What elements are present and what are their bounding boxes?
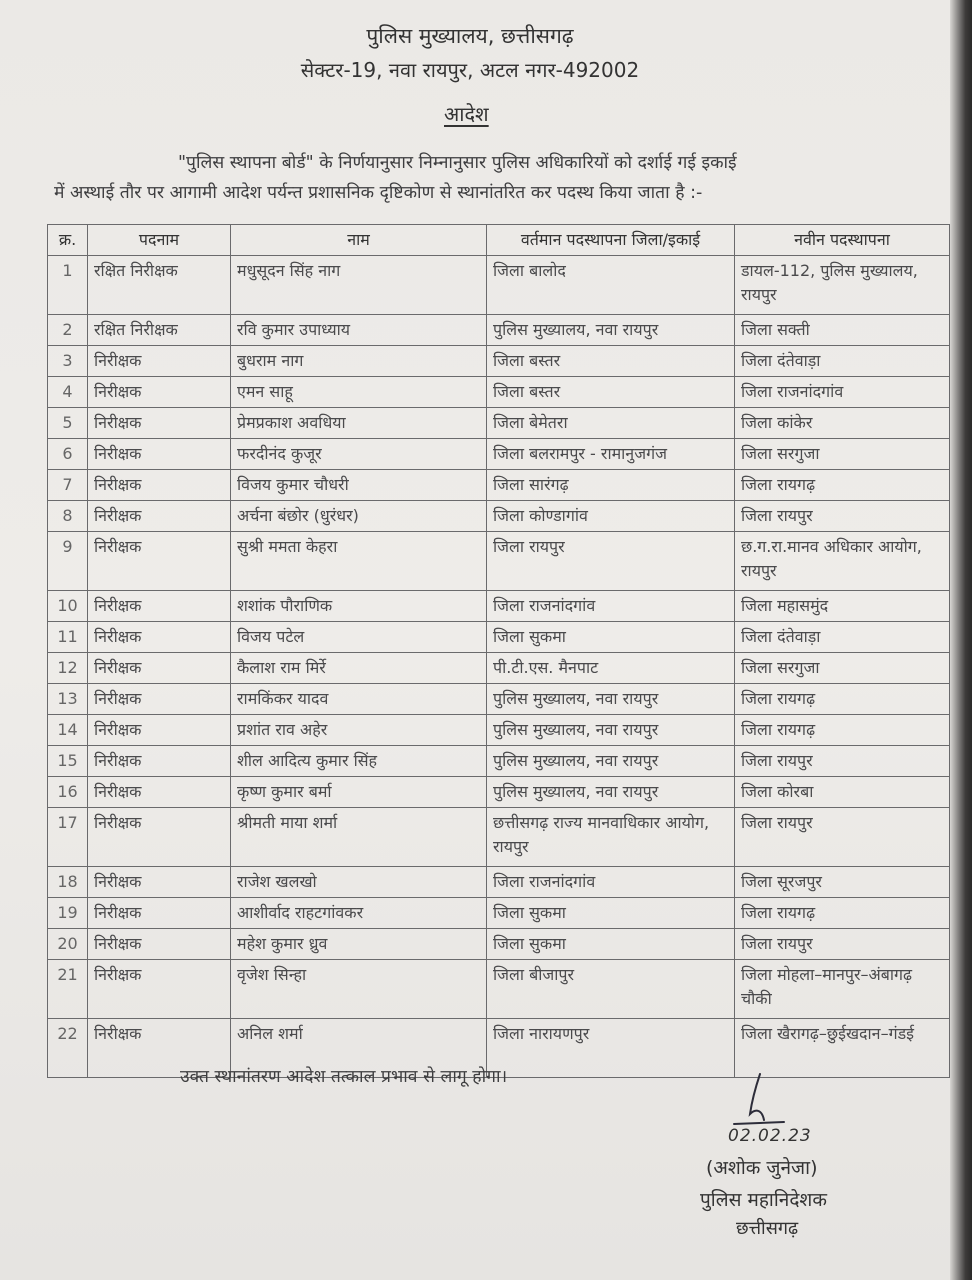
cell-new-posting: जिला दंतेवाड़ा: [735, 622, 950, 653]
cell-new-posting: डायल-112, पुलिस मुख्यालय, रायपुर: [735, 256, 950, 315]
cell-current-posting: जिला सुकमा: [487, 898, 735, 929]
cell-current-posting: छत्तीसगढ़ राज्य मानवाधिकार आयोग, रायपुर: [487, 808, 735, 867]
cell-name: सुश्री ममता केहरा: [231, 532, 487, 591]
cell-current-posting: जिला राजनांदगांव: [487, 591, 735, 622]
cell-current-posting: जिला बेमेतरा: [487, 408, 735, 439]
cell-new-posting: जिला मोहला–मानपुर–अंबागढ़ चौकी: [735, 960, 950, 1019]
cell-new-posting: जिला रायगढ़: [735, 898, 950, 929]
cell-sr: 3: [48, 346, 88, 377]
cell-new-posting: जिला महासमुंद: [735, 591, 950, 622]
cell-new-posting: जिला रायगढ़: [735, 684, 950, 715]
cell-current-posting: पुलिस मुख्यालय, नवा रायपुर: [487, 315, 735, 346]
cell-current-posting: जिला सुकमा: [487, 622, 735, 653]
cell-name: कृष्ण कुमार बर्मा: [231, 777, 487, 808]
cell-current-posting: जिला बस्तर: [487, 346, 735, 377]
cell-designation: निरीक्षक: [88, 867, 231, 898]
cell-name: श्रीमती माया शर्मा: [231, 808, 487, 867]
transfer-table: [47, 224, 950, 1078]
cell-designation: निरीक्षक: [88, 1019, 231, 1078]
cell-designation: रक्षित निरीक्षक: [88, 315, 231, 346]
cell-new-posting: छ.ग.रा.मानव अधिकार आयोग, रायपुर: [735, 532, 950, 591]
cell-sr: 1: [48, 256, 88, 315]
col-header-new-posting: नवीन पदस्थापना: [735, 225, 950, 256]
cell-designation: निरीक्षक: [88, 439, 231, 470]
cell-current-posting: जिला रायपुर: [487, 532, 735, 591]
signatory-designation: पुलिस महानिदेशक: [700, 1189, 827, 1211]
cell-new-posting: जिला रायपुर: [735, 746, 950, 777]
cell-designation: निरीक्षक: [88, 653, 231, 684]
col-header-name: नाम: [231, 225, 487, 256]
table-row: [48, 346, 950, 377]
cell-sr: 12: [48, 653, 88, 684]
cell-designation: निरीक्षक: [88, 591, 231, 622]
cell-name: शील आदित्य कुमार सिंह: [231, 746, 487, 777]
intro-line-1: "पुलिस स्थापना बोर्ड" के निर्णयानुसार निम्नानुसार पुलिस अधिकारियों को दर्शाई गई इकाई: [178, 153, 737, 173]
table-row: [48, 867, 950, 898]
signature-date: 02.02.23: [728, 1126, 812, 1146]
signature-mark: [722, 1070, 792, 1130]
office-address: सेक्टर-19, नवा रायपुर, अटल नगर-492002: [300, 58, 640, 82]
table-row: [48, 653, 950, 684]
cell-designation: निरीक्षक: [88, 470, 231, 501]
table-header-row: [48, 225, 950, 256]
effect-statement: उक्त स्थानांतरण आदेश तत्काल प्रभाव से लागू होगा।: [180, 1067, 508, 1087]
cell-new-posting: जिला रायपुर: [735, 501, 950, 532]
cell-designation: निरीक्षक: [88, 408, 231, 439]
cell-current-posting: जिला बालोद: [487, 256, 735, 315]
table-row: [48, 622, 950, 653]
table-row: [48, 256, 950, 315]
cell-name: वृजेश सिन्हा: [231, 960, 487, 1019]
cell-sr: 18: [48, 867, 88, 898]
cell-sr: 10: [48, 591, 88, 622]
cell-name: महेश कुमार ध्रुव: [231, 929, 487, 960]
cell-current-posting: जिला कोण्डागांव: [487, 501, 735, 532]
cell-new-posting: जिला सूरजपुर: [735, 867, 950, 898]
cell-current-posting: जिला सारंगढ़: [487, 470, 735, 501]
col-header-sr: क्र.: [48, 225, 88, 256]
cell-designation: निरीक्षक: [88, 777, 231, 808]
cell-designation: निरीक्षक: [88, 898, 231, 929]
cell-designation: निरीक्षक: [88, 746, 231, 777]
cell-new-posting: जिला सरगुजा: [735, 653, 950, 684]
cell-sr: 16: [48, 777, 88, 808]
cell-name: शशांक पौराणिक: [231, 591, 487, 622]
cell-current-posting: जिला राजनांदगांव: [487, 867, 735, 898]
cell-current-posting: पुलिस मुख्यालय, नवा रायपुर: [487, 777, 735, 808]
cell-new-posting: जिला दंतेवाड़ा: [735, 346, 950, 377]
cell-designation: निरीक्षक: [88, 929, 231, 960]
cell-current-posting: पुलिस मुख्यालय, नवा रायपुर: [487, 746, 735, 777]
cell-current-posting: जिला बस्तर: [487, 377, 735, 408]
cell-designation: निरीक्षक: [88, 532, 231, 591]
cell-new-posting: जिला सरगुजा: [735, 439, 950, 470]
table-row: [48, 746, 950, 777]
cell-sr: 21: [48, 960, 88, 1019]
table-row: [48, 929, 950, 960]
cell-new-posting: जिला रायगढ़: [735, 715, 950, 746]
order-title: आदेश: [444, 102, 489, 126]
cell-sr: 4: [48, 377, 88, 408]
cell-new-posting: जिला कोरबा: [735, 777, 950, 808]
cell-current-posting: जिला सुकमा: [487, 929, 735, 960]
intro-line-2: में अस्थाई तौर पर आगामी आदेश पर्यन्त प्रशासनिक दृष्टिकोण से स्थानांतरित कर पदस्थ किया जाता है :-: [54, 183, 703, 203]
cell-sr: 9: [48, 532, 88, 591]
table-row: [48, 439, 950, 470]
cell-designation: निरीक्षक: [88, 501, 231, 532]
table-row: [48, 808, 950, 867]
cell-sr: 19: [48, 898, 88, 929]
table-row: [48, 501, 950, 532]
cell-new-posting: जिला राजनांदगांव: [735, 377, 950, 408]
table-row: [48, 684, 950, 715]
cell-designation: रक्षित निरीक्षक: [88, 256, 231, 315]
cell-new-posting: जिला खैरागढ़–छुईखदान–गंडई: [735, 1019, 950, 1078]
cell-new-posting: जिला सक्ती: [735, 315, 950, 346]
cell-sr: 11: [48, 622, 88, 653]
cell-designation: निरीक्षक: [88, 346, 231, 377]
cell-designation: निरीक्षक: [88, 960, 231, 1019]
cell-name: रवि कुमार उपाध्याय: [231, 315, 487, 346]
cell-name: राजेश खलखो: [231, 867, 487, 898]
cell-designation: निरीक्षक: [88, 377, 231, 408]
cell-name: विजय कुमार चौधरी: [231, 470, 487, 501]
cell-sr: 20: [48, 929, 88, 960]
cell-designation: निरीक्षक: [88, 622, 231, 653]
table-row: [48, 377, 950, 408]
signatory-state: छत्तीसगढ़: [736, 1218, 799, 1239]
cell-current-posting: जिला बीजापुर: [487, 960, 735, 1019]
table-row: [48, 315, 950, 346]
cell-designation: निरीक्षक: [88, 684, 231, 715]
signatory-name: (अशोक जुनेजा): [706, 1157, 818, 1179]
cell-sr: 7: [48, 470, 88, 501]
cell-name: बुधराम नाग: [231, 346, 487, 377]
cell-sr: 14: [48, 715, 88, 746]
cell-name: एमन साहू: [231, 377, 487, 408]
page-edge-shadow: [950, 0, 972, 1280]
table-row: [48, 408, 950, 439]
col-header-designation: पदनाम: [88, 225, 231, 256]
col-header-current-posting: वर्तमान पदस्थापना जिला/इकाई: [487, 225, 735, 256]
cell-name: रामकिंकर यादव: [231, 684, 487, 715]
cell-new-posting: जिला कांकेर: [735, 408, 950, 439]
table-row: [48, 898, 950, 929]
cell-name: अर्चना बंछोर (धुरंधर): [231, 501, 487, 532]
cell-current-posting: जिला नारायणपुर: [487, 1019, 735, 1078]
cell-name: फरदीनंद कुजूर: [231, 439, 487, 470]
cell-sr: 8: [48, 501, 88, 532]
cell-name: विजय पटेल: [231, 622, 487, 653]
cell-current-posting: पुलिस मुख्यालय, नवा रायपुर: [487, 715, 735, 746]
cell-name: आशीर्वाद राहटगांवकर: [231, 898, 487, 929]
office-title: पुलिस मुख्यालय, छत्तीसगढ़: [366, 24, 574, 48]
cell-name: प्रेमप्रकाश अवधिया: [231, 408, 487, 439]
table-row: [48, 532, 950, 591]
table-row: [48, 591, 950, 622]
cell-sr: 5: [48, 408, 88, 439]
cell-current-posting: जिला बलरामपुर - रामानुजगंज: [487, 439, 735, 470]
cell-new-posting: जिला रायपुर: [735, 808, 950, 867]
cell-designation: निरीक्षक: [88, 808, 231, 867]
cell-current-posting: पुलिस मुख्यालय, नवा रायपुर: [487, 684, 735, 715]
cell-sr: 22: [48, 1019, 88, 1078]
table-row: [48, 470, 950, 501]
cell-sr: 6: [48, 439, 88, 470]
cell-name: अनिल शर्मा: [231, 1019, 487, 1078]
table-row: [48, 777, 950, 808]
cell-sr: 13: [48, 684, 88, 715]
cell-name: कैलाश राम मिर्रे: [231, 653, 487, 684]
cell-current-posting: पी.टी.एस. मैनपाट: [487, 653, 735, 684]
cell-designation: निरीक्षक: [88, 715, 231, 746]
cell-sr: 17: [48, 808, 88, 867]
cell-new-posting: जिला रायपुर: [735, 929, 950, 960]
cell-name: प्रशांत राव अहेर: [231, 715, 487, 746]
cell-name: मधुसूदन सिंह नाग: [231, 256, 487, 315]
cell-sr: 15: [48, 746, 88, 777]
table-row: [48, 715, 950, 746]
table-row: [48, 960, 950, 1019]
cell-new-posting: जिला रायगढ़: [735, 470, 950, 501]
cell-sr: 2: [48, 315, 88, 346]
